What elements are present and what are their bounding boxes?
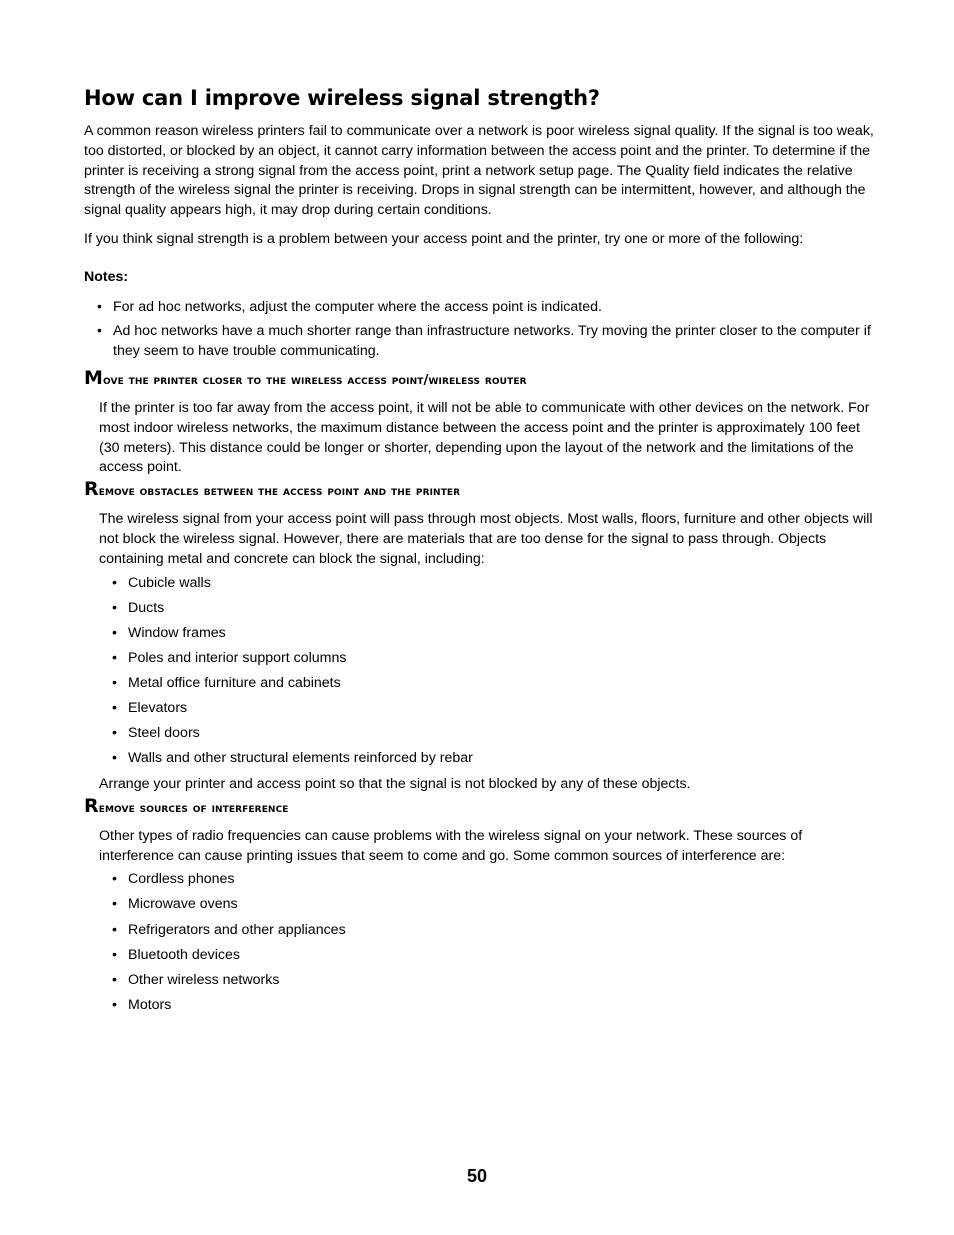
bullet-icon: • <box>112 574 117 591</box>
list-item: • Window frames <box>99 624 874 644</box>
page-title: How can I improve wireless signal strength? <box>84 86 600 110</box>
section-paragraph: The wireless signal from your access point will pass through most objects. Most walls, floors, furniture and other objects will not block the wireless signal. However, there are materials that are too dense for the signal to pass through. Objects containing metal and concrete can block the signal, including: <box>99 511 873 567</box>
intro-paragraph-1: A common reason wireless printers fail to communicate over a network is poor wireless signal quality. If the signal is too weak, too distorted, or blocked by an object, it cannot carry information between the access point and the printer. To determine if the printer is receiving a strong signal from the access point, print a network setup page. The Quality field indicates the relative strength of the wireless signal the printer is receiving. Drops in signal strength can be intermittent, however, and although the signal quality appears high, it may drop during certain conditions. <box>84 123 874 219</box>
section-body-remove-interference <box>84 827 874 1016</box>
list-item: • Metal office furniture and cabinets <box>99 674 874 694</box>
bullet-icon: • <box>112 725 117 742</box>
list-item: • Poles and interior support columns <box>99 649 874 669</box>
list-item: • Cubicle walls <box>99 574 874 594</box>
section-heading-move-printer: Move the printer closer to the wireless access point/wireless router <box>84 366 527 389</box>
bullet-icon: • <box>112 871 117 888</box>
section-body-move-printer <box>84 399 874 478</box>
list-item: • Steel doors <box>99 724 874 744</box>
page-number: 50 <box>466 1166 488 1186</box>
section-heading-remove-interference: Remove sources of interference <box>84 794 289 817</box>
section-paragraph: Other types of radio frequencies can cause problems with the wireless signal on your network. These sources of interference can cause printing issues that seem to come and go. Some common sources of interference are: <box>99 827 803 864</box>
bullet-icon: • <box>112 971 117 988</box>
list-item: • Motors <box>99 996 874 1016</box>
bullet-icon: • <box>112 946 117 963</box>
section-closing-paragraph: Arrange your printer and access point so that the signal is not blocked by any of these objects. <box>99 776 691 792</box>
document-page <box>84 84 874 1021</box>
bullet-icon: • <box>97 298 102 315</box>
obstacles-list <box>99 574 874 769</box>
bullet-icon: • <box>112 674 117 691</box>
bullet-icon: • <box>112 896 117 913</box>
section-body-remove-obstacles <box>84 510 874 795</box>
list-item: • Other wireless networks <box>99 971 874 991</box>
bullet-icon: • <box>112 921 117 938</box>
list-item: • Microwave ovens <box>99 895 874 915</box>
bullet-icon: • <box>112 700 117 717</box>
list-item: • Ducts <box>99 599 874 619</box>
list-item: • For ad hoc networks, adjust the computer where the access point is indicated. <box>84 298 874 318</box>
bullet-icon: • <box>97 323 102 340</box>
section-heading-remove-obstacles: Remove obstacles between the access point and the printer <box>84 478 461 501</box>
list-item: • Ad hoc networks have a much shorter range than infrastructure networks. Try moving the printer closer to the computer if they seem to have trouble communicating. <box>97 323 871 360</box>
bullet-icon: • <box>112 649 117 666</box>
section-paragraph: If the printer is too far away from the access point, it will not be able to communicate with other devices on the network. For most indoor wireless networks, the maximum distance between the access point and the printer is approximately 100 feet (30 meters). This distance could be longer or shorter, depending upon the layout of the network and the limitations of the access point. <box>99 399 870 476</box>
bullet-icon: • <box>112 750 117 767</box>
list-item: • Walls and other structural elements reinforced by rebar <box>99 749 874 769</box>
list-item: • Elevators <box>99 699 874 719</box>
list-item: • Refrigerators and other appliances <box>99 921 874 941</box>
notes-label: Notes: <box>84 268 129 285</box>
bullet-icon: • <box>112 624 117 641</box>
bullet-icon: • <box>112 996 117 1013</box>
list-item: • Bluetooth devices <box>99 946 874 966</box>
list-item: • Cordless phones <box>99 870 874 890</box>
interference-list <box>99 870 874 1015</box>
notes-list <box>84 298 874 362</box>
intro-paragraph-2: If you think signal strength is a problem between your access point and the printer, try one or more of the following: <box>84 230 804 247</box>
bullet-icon: • <box>112 599 117 616</box>
